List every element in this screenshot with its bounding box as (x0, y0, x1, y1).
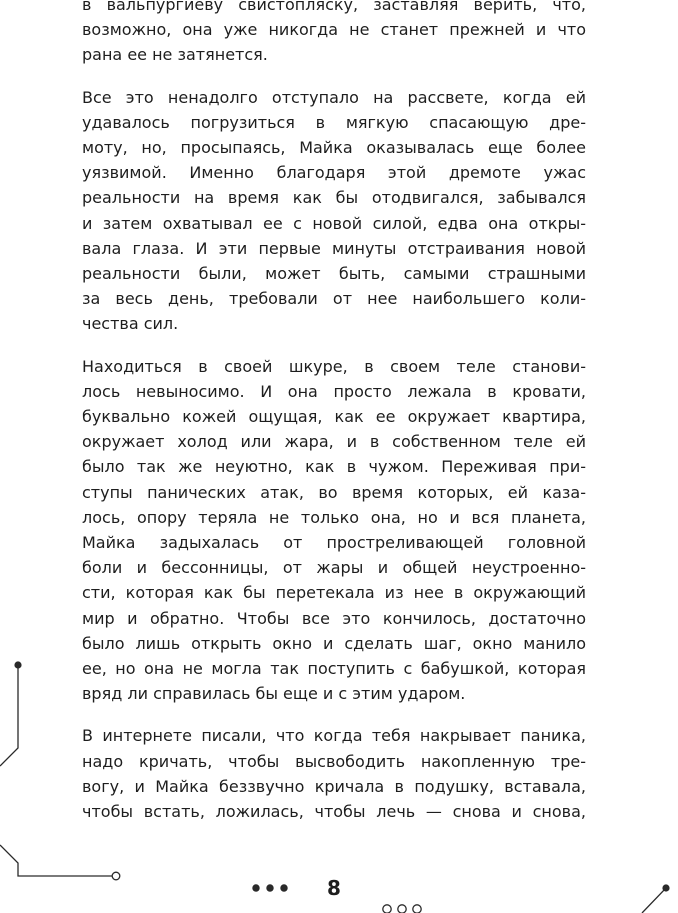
text-line: чества сил. (82, 314, 179, 334)
left-trace-node-filled (14, 661, 21, 668)
page-number: 8 (327, 876, 341, 900)
right-trace-node-filled (662, 884, 669, 891)
text-line: Находиться в своей шкуре, в своем теле станови- (82, 356, 586, 376)
text-line: ступы панических атак, во время которых, ей каза- (82, 482, 586, 502)
text-line: было лишь открыть окно и сделать шаг, окно манило (82, 633, 586, 653)
right-circuit-trace (642, 888, 666, 913)
text-line: рана ее не затянется. (82, 45, 268, 65)
paragraph-2 (82, 85, 586, 337)
text-line: ее, но она не могла так поступить с бабушкой, которая (82, 659, 586, 679)
text-line: сти, которая как бы перетекала из нее в окружающий (82, 583, 586, 603)
text-line: в вальпургиеву свистопляску, заставляя верить, что, (82, 0, 586, 14)
text-line: лось, опору теряла не только она, но и вся планета, (82, 507, 586, 527)
text-line: и затем охватывал ее с новой силой, едва она откры- (82, 213, 586, 233)
page-dots-right (383, 905, 421, 913)
left-trace-node-open (112, 872, 120, 880)
text-line: моту, но, просыпаясь, Майка оказывалась еще более (82, 138, 586, 158)
text-line: лось невыносимо. И она просто лежала в кровати, (82, 381, 586, 401)
text-line: уязвимой. Именно благодаря этой дремоте ужас (82, 163, 586, 183)
text-line: реальности были, может быть, самыми страшными (82, 264, 586, 284)
text-line: мир и обратно. Чтобы все это кончилось, достаточно (82, 608, 586, 628)
text-line: за весь день, требовали от нее наибольшего коли- (82, 289, 586, 309)
text-line: вогу, и Майка беззвучно кричала в подушку, вставала, (82, 776, 586, 796)
text-line: Все это ненадолго отступало на рассвете, когда ей (82, 87, 586, 107)
paragraph-3 (82, 354, 586, 707)
body-text (82, 0, 586, 841)
text-line: Майка задыхалась от простреливающей головной (82, 533, 586, 553)
text-line: возможно, она уже никогда не станет прежней и что (82, 20, 586, 40)
text-line: вряд ли справилась бы еще и с этим ударом. (82, 684, 466, 704)
text-line: удавалось погрузиться в мягкую спасающую дре- (82, 112, 586, 132)
text-line: В интернете писали, что когда тебя накрывает паника, (82, 726, 586, 746)
text-line: надо кричать, чтобы высвободить накопленную тре- (82, 751, 586, 771)
text-line: боли и бессонницы, от жары и общей неустроенно- (82, 558, 586, 578)
text-line: вала глаза. И эти первые минуты отстраивания новой (82, 238, 586, 258)
paragraph-4 (82, 723, 586, 824)
text-line: чтобы встать, ложилась, чтобы лечь — снова и снова, (82, 802, 586, 822)
text-line: буквально кожей ощущая, как ее окружает квартира, (82, 407, 586, 427)
page-dots-left (252, 884, 287, 891)
text-line: окружает холод или жара, и в собственном теле ей (82, 432, 586, 452)
text-line: реальности на время как бы отодвигался, забывался (82, 188, 586, 208)
paragraph-1 (82, 0, 586, 68)
text-line: было так же неуютно, как в чужом. Переживая при- (82, 457, 586, 477)
